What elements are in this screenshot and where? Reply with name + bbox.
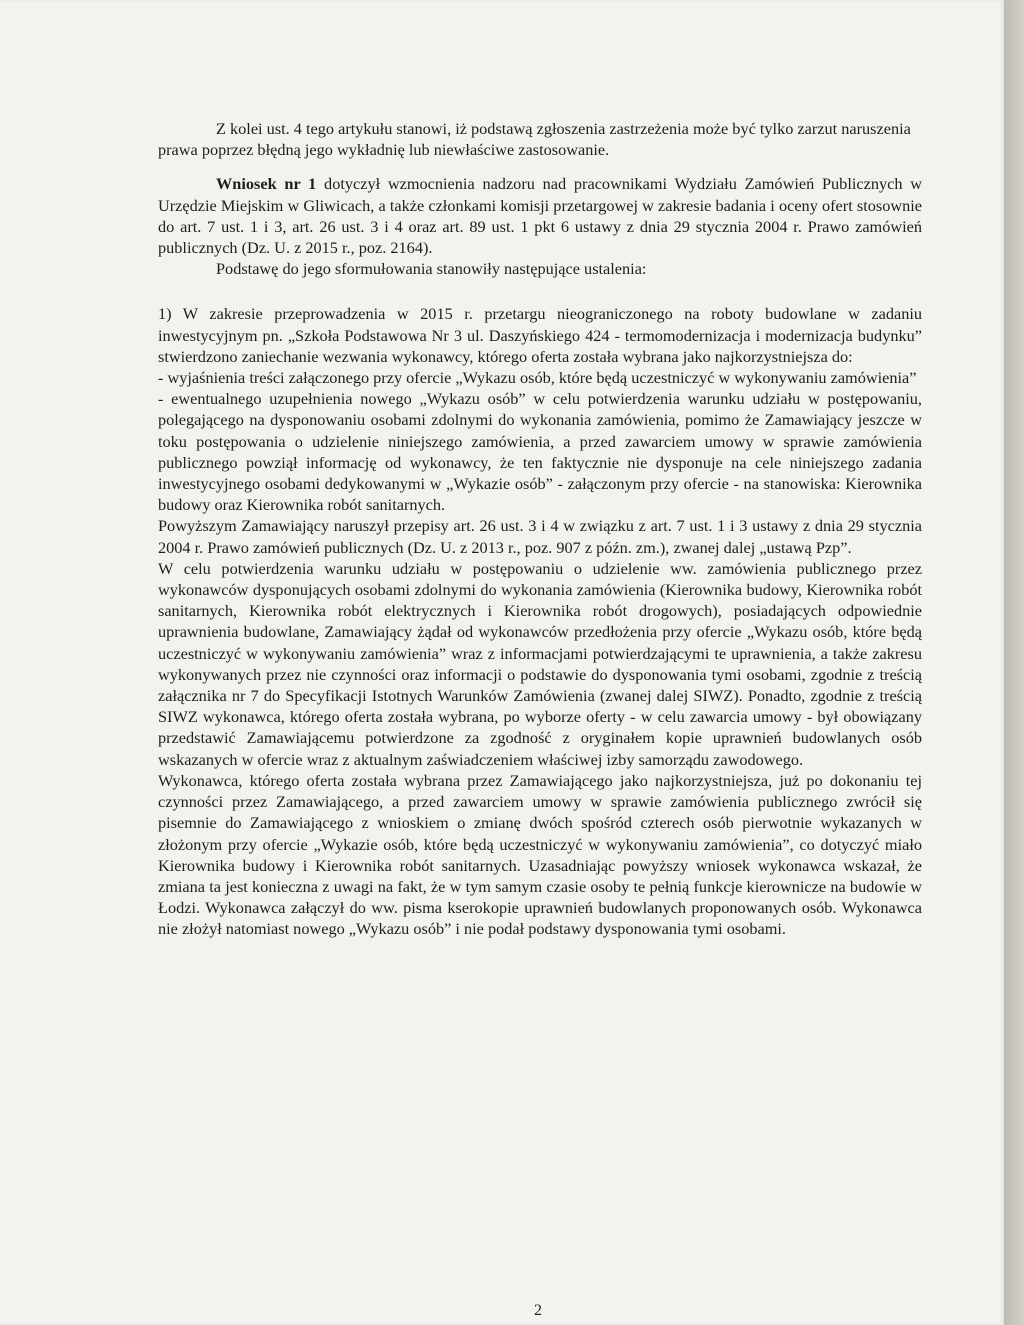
- paragraph-naruszenie: Powyższym Zamawiający naruszył przepisy art. 26 ust. 3 i 4 w związku z art. 7 ust. 1 i 3 ustawy z dnia 29 stycznia 2004 r. Prawo zamówień publicznych (Dz. U. z 2013 r., poz. 907 z późn. zm.), zwanej dalej „ustawą Pzp”.: [158, 516, 922, 557]
- bullet-item: - ewentualnego uzupełnienia nowego „Wykazu osób” w celu potwierdzenia warunku udziału w postępowaniu, polegającego na dysponowaniu osobami zdolnymi do wykonania zamówienia, pomimo że Zamawiający jeszcze w toku postępowania o udzielenie niniejszego zamówienia, a przed zawarciem umowy w sprawie zamówienia publicznego powziął informację od wykonawcy, że ten faktycznie nie dysponuje na cele niniejszego zadania inwestycyjnego osobami dedykowanymi w „Wykazie osób” - załączonym przy ofercie - na stanowiska: Kierownika budowy oraz Kierownika robót sanitarnych.: [158, 389, 922, 515]
- paragraph-wniosek-1: [158, 173, 922, 258]
- point-1: [158, 303, 922, 367]
- point-1-text: W zakresie przeprowadzenia w 2015 r. przetargu nieograniczonego na roboty budowlane w zadaniu inwestycyjnym pn. „Szkoła Podstawowa Nr 3 ul. Daszyńskiego 424 - termomodernizacja i modernizacja budynku” stwierdzono zaniechanie wezwania wykonawcy, którego oferta została wybrana jako najkorzystniejsza do:: [158, 304, 922, 366]
- page-number: 2: [534, 1302, 542, 1319]
- document-body: [158, 118, 922, 940]
- paragraph-warunek: W celu potwierdzenia warunku udziału w postępowaniu o udzielenie ww. zamówienia publicznego przez wykonawców dysponujących osobami zdolnymi do wykonania zamówienia (Kierownika budowy, Kierownika robót sanitarnych, Kierownika robót elektrycznych i Kierownika robót drogowych), posiadających odpowiednie uprawnienia budowlane, Zamawiający żądał od wykonawców przedłożenia przy ofercie „Wykazu osób, które będą uczestniczyć w wykonywaniu zamówienia” wraz z informacjami potwierdzającymi te uprawnienia, a także zakresu wykonywanych przez nie czynności oraz informacji o podstawie do dysponowania tymi osobami, zgodnie z treścią załącznika nr 7 do Specyfikacji Istotnych Warunków Zamówienia (zwanej dalej SIWZ). Ponadto, zgodnie z treścią SIWZ wykonawca, którego oferta została wybrana, po wyborze oferty - w celu zawarcia umowy - był obowiązany przedstawić Zamawiającemu potwierdzone za zgodność z oryginałem kopie uprawnień budowlanych osób wskazanych w ofercie wraz z aktualnym zaświadczeniem właściwej izby samorządu zawodowego.: [158, 558, 922, 769]
- point-1-marker: 1): [158, 304, 172, 324]
- wniosek-label: Wniosek nr 1: [216, 174, 317, 194]
- bullet-item: - wyjaśnienia treści załączonego przy ofercie „Wykazu osób, które będą uczestniczyć w wykonywaniu zamówienia”: [158, 368, 917, 388]
- wniosek-text: dotyczył wzmocnienia nadzoru nad pracownikami Wydziału Zamówień Publicznych w Urzędzie Miejskim w Gliwicach, a także członkami komisji przetargowej w zakresie badania i oceny ofert stosownie do art. 7 ust. 1 i 3, art. 26 ust. 3 i 4 oraz art. 89 ust. 1 pkt 6 ustawy z dnia 29 stycznia 2004 r. Prawo zamówień publicznych (Dz. U. z 2015 r., poz. 2164).: [158, 174, 922, 258]
- paragraph-wykonawca: Wykonawca, którego oferta została wybrana przez Zamawiającego jako najkorzystniejsza, już po dokonaniu tej czynności przez Zamawiającego, a przed zawarciem umowy w sprawie zamówienia publicznego zwrócił się pisemnie do Zamawiającego z wnioskiem o zmianę dwóch spośród czterech osób pierwotnie wykazanych w złożonym przy ofercie „Wykazie osób, które będą uczestniczyć w wykonywaniu zamówienia”, co dotyczyć miało Kierownika budowy i Kierownika robót sanitarnych. Uzasadniając powyższy wniosek wykonawca wskazał, że zmiana ta jest konieczna z uwagi na fakt, że w tym samym czasie osoby te pełnią funkcje kierownicze na budowie w Łodzi. Wykonawca załączył do ww. pisma kserokopie uprawnień budowlanych proponowanych osób. Wykonawca nie złożył natomiast nowego „Wykazu osób” i nie podał podstawy dysponowania tymi osobami.: [158, 770, 922, 939]
- paragraph-podstawa: Podstawę do jego sformułowania stanowiły następujące ustalenia:: [216, 259, 647, 279]
- paragraph-intro: Z kolei ust. 4 tego artykułu stanowi, iż podstawą zgłoszenia zastrzeżenia może być tylko zarzut naruszenia prawa poprzez błędną jego wykładnię lub niewłaściwe zastosowanie.: [158, 119, 911, 160]
- page-edge: [1004, 0, 1024, 1325]
